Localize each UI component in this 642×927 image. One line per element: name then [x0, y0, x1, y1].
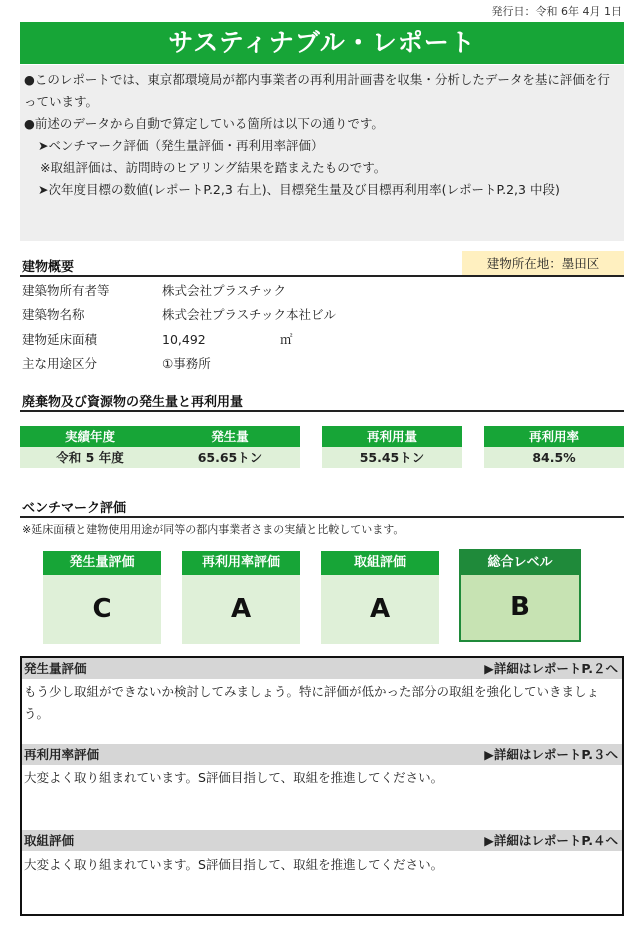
info-row-owner: [22, 281, 286, 299]
gen-card-year: [20, 426, 160, 468]
bm-total-grade: B: [510, 592, 530, 622]
detail-link-reuse-rate[interactable]: ▶詳細はレポートP.３へ: [484, 747, 618, 762]
issue-date: 発行日：令和 6年 4月 1日: [491, 5, 622, 18]
location-badge: 建物所在地：墨田区: [462, 251, 624, 276]
detail-head-reuse-rate: [22, 744, 622, 765]
info-value: 株式会社プラスチック: [162, 283, 287, 298]
bm-card-label: 再利用率評価: [182, 551, 300, 575]
detail-link-effort[interactable]: ▶詳細はレポートP.４へ: [484, 833, 618, 848]
bm-card-effort: [321, 551, 439, 644]
gen-card-value: 65.65トン: [160, 447, 300, 468]
area-unit: ㎡: [280, 332, 293, 347]
info-label: 建築物所有者等: [22, 283, 110, 298]
info-row-usage: [22, 354, 211, 372]
generation-divider: [20, 410, 624, 412]
info-row-area: [22, 330, 293, 348]
bm-card-grade: A: [230, 594, 252, 624]
bm-card-label: 取組評価: [321, 551, 439, 575]
detail-title: 再利用率評価: [24, 747, 100, 762]
bm-card-grade: A: [369, 594, 391, 624]
gen-card-label: 再利用量: [322, 426, 462, 447]
intro-line-1: ●このレポートでは、東京都環境局が都内事業者の再利用計画書を収集・分析したデータを基に評価を行っています。: [24, 72, 610, 109]
detail-text-generation: もう少し取組ができないか検討してみましょう。特に評価が低かった部分の取組を強化していきましょう。: [24, 684, 600, 721]
detail-text-effort: 大変よく取り組まれています。S評価目指して、取組を推進してください。: [24, 857, 444, 872]
bm-card-reuse-rate: [182, 551, 300, 644]
benchmark-note: ※延床面積と建物使用用途が同等の都内事業者さまの実績と比較しています。: [22, 523, 405, 536]
detail-head-generation: [22, 658, 622, 679]
gen-card-reuse: [322, 426, 462, 468]
info-value: ①事務所: [162, 356, 211, 371]
generation-heading: 廃棄物及び資源物の発生量と再利用量: [22, 395, 244, 410]
intro-line-3: ➤ベンチマーク評価（発生量評価・再利用率評価）: [38, 138, 324, 153]
info-value: 10,492: [162, 332, 206, 347]
detail-box: [20, 656, 624, 916]
intro-line-4: ※取組評価は、訪問時のヒアリング結果を踏まえたものです。: [40, 160, 387, 175]
detail-text-reuse-rate: 大変よく取り組まれています。S評価目指して、取組を推進してください。: [24, 770, 444, 785]
bm-card-grade: C: [92, 594, 112, 624]
bm-card-generation: [43, 551, 161, 644]
bm-card-label: 発生量評価: [43, 551, 161, 575]
info-value: 株式会社プラスチック本社ビル: [162, 307, 337, 322]
building-divider: [20, 275, 624, 277]
bm-total-label: 総合レベル: [461, 551, 579, 575]
building-heading: 建物概要: [22, 260, 75, 275]
gen-card-rate: [484, 426, 624, 468]
detail-title: 取組評価: [24, 833, 75, 848]
intro-line-5: ➤次年度目標の数値(レポートP.2,3 右上)、目標発生量及び目標再利用率(レポートP.2,3 中段): [38, 182, 560, 197]
info-label: 建築物名称: [22, 307, 85, 322]
info-row-name: [22, 305, 336, 323]
benchmark-heading: ベンチマーク評価: [22, 501, 127, 516]
info-label: 主な用途区分: [22, 356, 98, 371]
gen-card-label: 再利用率: [484, 426, 624, 447]
gen-card-value: 84.5%: [484, 447, 624, 468]
report-title: サスティナブル・レポート: [20, 22, 624, 64]
detail-title: 発生量評価: [24, 661, 87, 676]
intro-box: [20, 65, 624, 241]
benchmark-divider: [20, 516, 624, 518]
bm-card-total: [459, 549, 581, 642]
gen-card-value: 令和 5 年度: [20, 447, 160, 468]
gen-card-label: 実績年度: [20, 426, 160, 447]
gen-card-label: 発生量: [160, 426, 300, 447]
detail-link-generation[interactable]: ▶詳細はレポートP.２へ: [484, 661, 618, 676]
detail-head-effort: [22, 830, 622, 851]
info-label: 建物延床面積: [22, 332, 98, 347]
intro-line-2: ●前述のデータから自動で算定している箇所は以下の通りです。: [24, 116, 384, 131]
gen-card-amount: [160, 426, 300, 468]
gen-card-value: 55.45トン: [322, 447, 462, 468]
